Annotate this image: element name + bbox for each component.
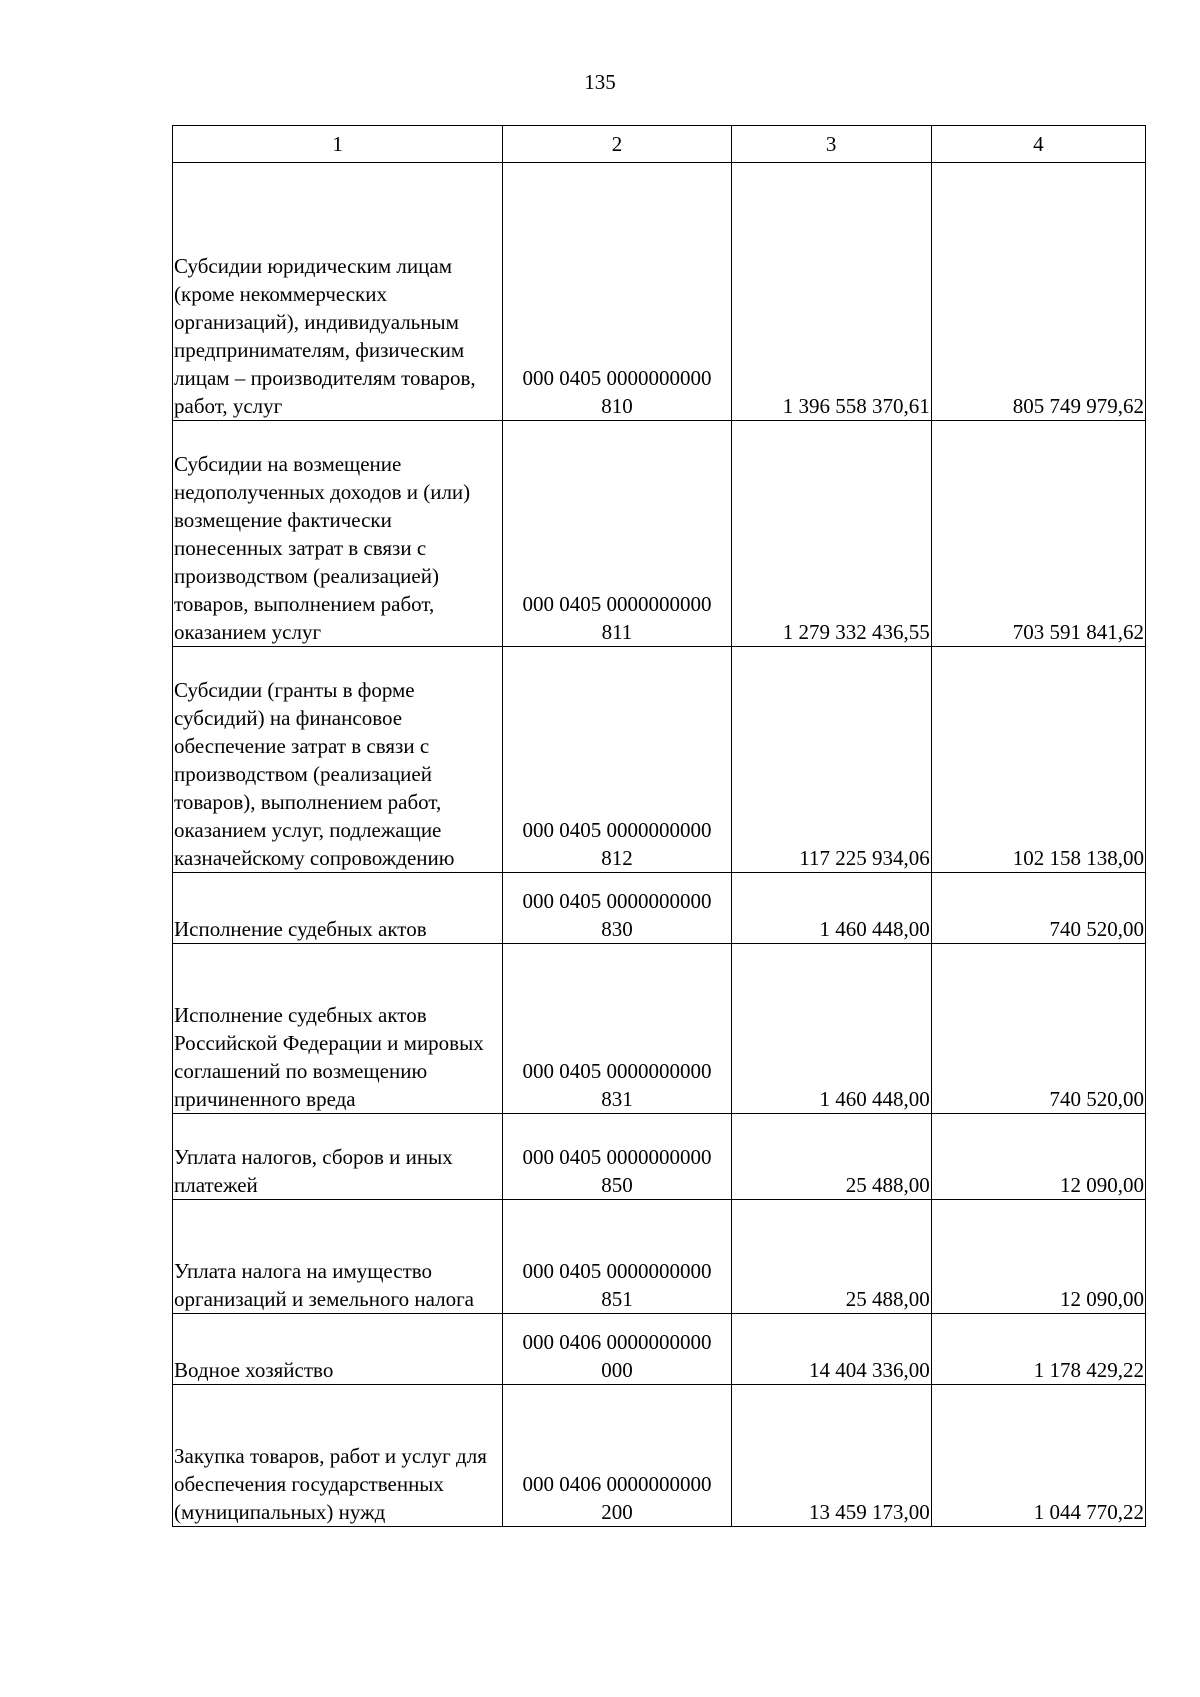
code-main: 000 0405 0000000000 bbox=[522, 366, 712, 390]
code-sub: 850 bbox=[601, 1173, 633, 1197]
table-row bbox=[173, 1314, 1146, 1385]
row-value-3: 1 460 448,00 bbox=[731, 944, 931, 1114]
row-value-4: 740 520,00 bbox=[931, 873, 1145, 944]
table-row bbox=[173, 1385, 1146, 1527]
row-name: Уплата налогов, сборов и иных платежей bbox=[173, 1114, 503, 1200]
row-name: Субсидии (гранты в форме субсидий) на финансовое обеспечение затрат в связи с производством (реализацией товаров), выполнением работ, оказанием услуг, подлежащие казначейскому сопровождению bbox=[173, 647, 503, 873]
code-main: 000 0405 0000000000 bbox=[522, 889, 712, 913]
code-main: 000 0405 0000000000 bbox=[522, 1145, 712, 1169]
row-value-3: 25 488,00 bbox=[731, 1114, 931, 1200]
column-header: 1 bbox=[173, 126, 503, 163]
column-header: 3 bbox=[731, 126, 931, 163]
row-code bbox=[503, 1114, 731, 1200]
row-value-4: 102 158 138,00 bbox=[931, 647, 1145, 873]
code-main: 000 0405 0000000000 bbox=[522, 818, 712, 842]
code-sub: 812 bbox=[601, 846, 633, 870]
table-row bbox=[173, 944, 1146, 1114]
row-value-3: 1 279 332 436,55 bbox=[731, 421, 931, 647]
code-sub: 811 bbox=[601, 620, 633, 644]
row-value-4: 1 178 429,22 bbox=[931, 1314, 1145, 1385]
row-name: Водное хозяйство bbox=[173, 1314, 503, 1385]
row-name: Субсидии на возмещение недополученных доходов и (или) возмещение фактически понесенных затрат в связи с производством (реализацией) товаров, выполнением работ, оказанием услуг bbox=[173, 421, 503, 647]
row-name: Субсидии юридическим лицам (кроме некоммерческих организаций), индивидуальным предпринимателям, физическим лицам – производителям товаров, работ, услуг bbox=[173, 163, 503, 421]
table-row bbox=[173, 647, 1146, 873]
row-name: Исполнение судебных актов Российской Федерации и мировых соглашений по возмещению причиненного вреда bbox=[173, 944, 503, 1114]
column-header: 2 bbox=[503, 126, 731, 163]
row-code bbox=[503, 1385, 731, 1527]
code-sub: 810 bbox=[601, 394, 633, 418]
table-header-row bbox=[173, 126, 1146, 163]
code-sub: 851 bbox=[601, 1287, 633, 1311]
row-value-4: 12 090,00 bbox=[931, 1200, 1145, 1314]
row-value-3: 1 396 558 370,61 bbox=[731, 163, 931, 421]
code-sub: 200 bbox=[601, 1500, 633, 1524]
row-value-4: 1 044 770,22 bbox=[931, 1385, 1145, 1527]
code-main: 000 0405 0000000000 bbox=[522, 1259, 712, 1283]
code-sub: 831 bbox=[601, 1087, 633, 1111]
code-main: 000 0405 0000000000 bbox=[522, 1059, 712, 1083]
row-code bbox=[503, 647, 731, 873]
table-row bbox=[173, 1114, 1146, 1200]
row-value-3: 25 488,00 bbox=[731, 1200, 931, 1314]
table-row bbox=[173, 421, 1146, 647]
row-code bbox=[503, 944, 731, 1114]
row-value-3: 117 225 934,06 bbox=[731, 647, 931, 873]
code-main: 000 0406 0000000000 bbox=[522, 1330, 712, 1354]
table-row bbox=[173, 163, 1146, 421]
row-value-4: 12 090,00 bbox=[931, 1114, 1145, 1200]
budget-table bbox=[172, 125, 1146, 1527]
code-sub: 830 bbox=[601, 917, 633, 941]
row-value-4: 703 591 841,62 bbox=[931, 421, 1145, 647]
row-code bbox=[503, 1200, 731, 1314]
row-code bbox=[503, 873, 731, 944]
page-number: 135 bbox=[584, 70, 616, 94]
row-code bbox=[503, 1314, 731, 1385]
row-name: Уплата налога на имущество организаций и земельного налога bbox=[173, 1200, 503, 1314]
row-value-4: 805 749 979,62 bbox=[931, 163, 1145, 421]
row-value-4: 740 520,00 bbox=[931, 944, 1145, 1114]
row-code bbox=[503, 421, 731, 647]
row-name: Закупка товаров, работ и услуг для обеспечения государственных (муниципальных) нужд bbox=[173, 1385, 503, 1527]
code-sub: 000 bbox=[601, 1358, 633, 1382]
row-value-3: 1 460 448,00 bbox=[731, 873, 931, 944]
code-main: 000 0405 0000000000 bbox=[522, 592, 712, 616]
table-row bbox=[173, 1200, 1146, 1314]
row-name: Исполнение судебных актов bbox=[173, 873, 503, 944]
row-code bbox=[503, 163, 731, 421]
row-value-3: 14 404 336,00 bbox=[731, 1314, 931, 1385]
row-value-3: 13 459 173,00 bbox=[731, 1385, 931, 1527]
table-row bbox=[173, 873, 1146, 944]
code-main: 000 0406 0000000000 bbox=[522, 1472, 712, 1496]
column-header: 4 bbox=[931, 126, 1145, 163]
